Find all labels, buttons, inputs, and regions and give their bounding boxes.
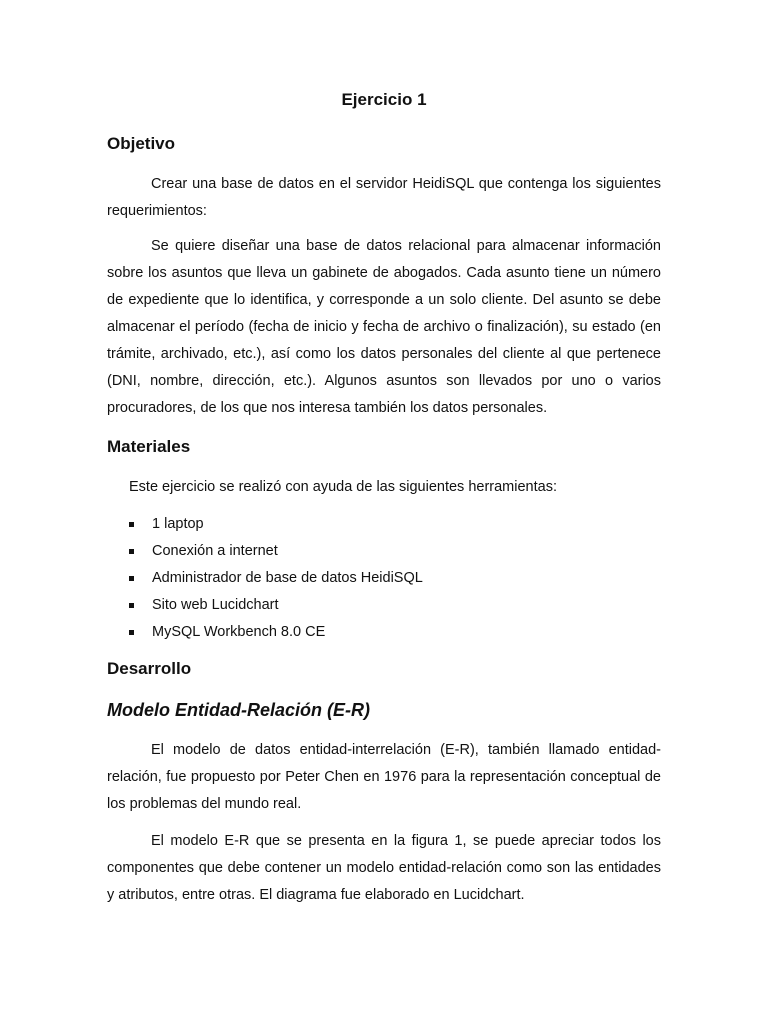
- list-item-label: Administrador de base de datos HeidiSQL: [152, 570, 423, 586]
- list-item-label: Conexión a internet: [152, 543, 278, 559]
- objetivo-paragraph-2: Se quiere diseñar una base de datos relacional para almacenar información sobre los asuntos que lleva un gabinete de abogados. Cada asunto tiene un número de expediente que lo identifica, y corresponde a un solo cliente. Del asunto se debe almacenar el período (fecha de inicio y fecha de archivo o finalización), su estado (en trámite, archivado, etc.), así como los datos personales del cliente al que pertenece (DNI, nombre, dirección, etc.). Algunos asuntos son llevados por uno o varios procuradores, de los que nos interesa también los datos personales.: [107, 238, 661, 416]
- materiales-intro: Este ejercicio se realizó con ayuda de las siguientes herramientas:: [129, 479, 557, 495]
- subheading-modelo-er: Modelo Entidad-Relación (E-R): [107, 700, 370, 720]
- list-item: [125, 538, 423, 565]
- materiales-list: [125, 511, 423, 646]
- heading-objetivo: Objetivo: [107, 134, 176, 153]
- objetivo-paragraph-1: Crear una base de datos en el servidor HeidiSQL que contenga los siguientes requerimientos:: [107, 176, 661, 219]
- heading-desarrollo: Desarrollo: [107, 659, 192, 678]
- document-title: Ejercicio 1: [341, 90, 427, 109]
- list-item: [125, 511, 423, 538]
- square-bullet-icon: [129, 576, 134, 581]
- list-item: [125, 565, 423, 592]
- desarrollo-paragraph-1: El modelo de datos entidad-interrelación (E-R), también llamado entidad-relación, fue propuesto por Peter Chen en 1976 para la representación conceptual de los problemas del mundo real.: [107, 742, 661, 812]
- square-bullet-icon: [129, 522, 134, 527]
- list-item: [125, 592, 423, 619]
- heading-materiales: Materiales: [107, 437, 191, 456]
- list-item-label: 1 laptop: [152, 516, 204, 532]
- square-bullet-icon: [129, 603, 134, 608]
- square-bullet-icon: [129, 549, 134, 554]
- list-item-label: Sito web Lucidchart: [152, 597, 279, 613]
- list-item: [125, 619, 423, 646]
- list-item-label: MySQL Workbench 8.0 CE: [152, 624, 326, 640]
- square-bullet-icon: [129, 630, 134, 635]
- desarrollo-paragraph-2: El modelo E-R que se presenta en la figura 1, se puede apreciar todos los componentes que debe contener un modelo entidad-relación como son las entidades y atributos, entre otras. El diagrama fue elaborado en Lucidchart.: [107, 833, 661, 903]
